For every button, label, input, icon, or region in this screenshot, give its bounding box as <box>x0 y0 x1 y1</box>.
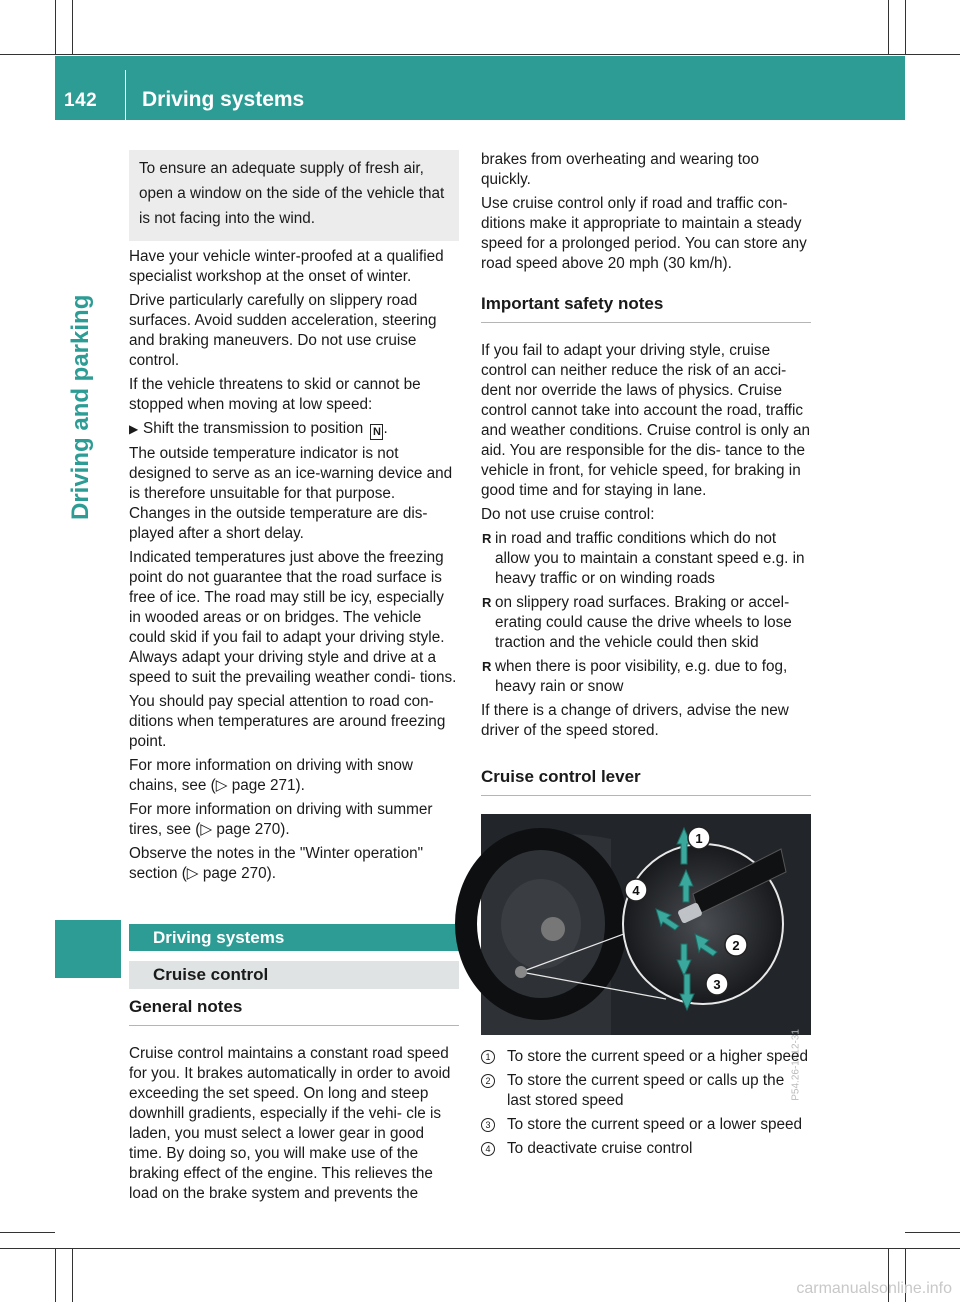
legend-item <box>481 1115 811 1135</box>
legend-text: To store the current speed or calls up the last stored speed <box>507 1072 785 1109</box>
crop-mark <box>55 0 56 54</box>
callout-1: 1 <box>695 831 703 846</box>
side-tab-label: Driving and parking <box>67 294 94 520</box>
crop-mark <box>0 1248 960 1249</box>
page-number: 142 <box>64 90 98 111</box>
right-column <box>481 150 811 1163</box>
heading-safety-notes: Important safety notes <box>481 294 811 323</box>
bullet-item <box>481 529 811 589</box>
bullet-item <box>481 657 811 697</box>
legend-number: 1 <box>481 1050 495 1064</box>
paragraph-link[interactable]: For more information on driving with snow chains, see (▷ page 271). <box>129 757 413 794</box>
bullet-icon: R <box>482 595 492 610</box>
step-text: Shift the transmission to position <box>143 420 364 437</box>
paragraph: You should pay special attention to road con- ditions when temperatures are around freezing point. <box>129 693 446 750</box>
bullet-text: on slippery road surfaces. Braking or accel- erating could cause the drive wheels to lose traction and the vehicle could then skid <box>495 594 792 651</box>
legend-item <box>481 1071 811 1111</box>
section-title: Driving systems <box>129 924 459 951</box>
figure-id: P54.26-1412-31 <box>791 1029 802 1101</box>
bullet-icon: R <box>482 659 492 674</box>
crop-mark <box>888 0 889 54</box>
instruction-step: ▶ Shift the transmission to position N . <box>129 420 388 438</box>
info-note: To ensure an adequate supply of fresh air, open a window on the side of the vehicle that is not facing into the wind. <box>129 150 459 241</box>
callout-2: 2 <box>732 938 740 953</box>
paragraph: If the vehicle threatens to skid or cannot be stopped when moving at low speed: <box>129 376 421 413</box>
crop-mark <box>0 1232 55 1233</box>
legend-number: 4 <box>481 1142 495 1156</box>
paragraph: Cruise control maintains a constant road speed for you. It brakes automatically in order to avoid exceeding the set speed. On long and steep downhill gradients, especially if the vehi- cle is laden, you must select a lower gear in good time. By doing so, you will make use of the braking effect of the engine. This relieves the load on the brake system and prevents the <box>129 1045 451 1202</box>
crop-mark <box>905 1232 960 1233</box>
callout-4: 4 <box>632 883 640 898</box>
legend-text: To store the current speed or a lower speed <box>507 1116 803 1133</box>
crop-mark <box>72 0 73 54</box>
legend-item <box>481 1139 811 1159</box>
callout-3: 3 <box>713 977 721 992</box>
paragraph: If you fail to adapt your driving style, cruise control can neither reduce the risk of an acci- dent nor override the laws of physics. Cruise control cannot take into account the road, traffic and weather conditions. Cruise control is only an aid. You are responsible for the dis- tance to the vehicle in front, for vehicle speed, for braking in good time and for staying in lane. <box>481 342 811 499</box>
side-tab-block <box>55 920 121 978</box>
paragraph: Have your vehicle winter-proofed at a qualified specialist workshop at the onset of winter. <box>129 248 444 285</box>
gear-n-icon: N <box>370 424 383 440</box>
paragraph: If there is a change of drivers, advise the new driver of the speed stored. <box>481 702 789 739</box>
bullet-icon: R <box>482 531 492 546</box>
bullet-text: when there is poor visibility, e.g. due to fog, heavy rain or snow <box>495 658 788 695</box>
subsection-title: Cruise control <box>129 961 459 989</box>
left-column <box>129 150 459 1208</box>
header-divider <box>125 70 126 120</box>
crop-mark <box>905 0 906 54</box>
crop-mark <box>55 1248 56 1302</box>
step-arrow-icon: ▶ <box>129 422 139 436</box>
crop-mark <box>0 54 960 55</box>
heading-general-notes: General notes <box>129 997 459 1026</box>
watermark: carmanualsonline.info <box>796 1280 952 1297</box>
crop-mark <box>72 1248 73 1302</box>
heading-cruise-lever: Cruise control lever <box>481 767 811 796</box>
paragraph: Do not use cruise control: <box>481 506 655 523</box>
paragraph: Indicated temperatures just above the freezing point do not guarantee that the road surface is free of ice. The road may still be icy, especially in wooded areas or on bridges. The vehicle could skid if you fail to adapt your driving style. Always adapt your driving style and drive at a speed to suit the prevailing weather condi- tions. <box>129 549 457 686</box>
legend-item <box>481 1047 811 1067</box>
legend-text: To deactivate cruise control <box>507 1140 693 1157</box>
chapter-title: Driving systems <box>142 88 305 111</box>
bullet-text: in road and traffic conditions which do not allow you to maintain a constant speed e.g. in heavy traffic or on winding roads <box>495 530 805 587</box>
paragraph-link[interactable]: For more information on driving with summer tires, see (▷ page 270). <box>129 801 433 838</box>
paragraph: Drive particularly carefully on slippery road surfaces. Avoid sudden acceleration, steering and braking maneuvers. Do not use cruise control. <box>129 292 437 369</box>
legend-number: 3 <box>481 1118 495 1132</box>
paragraph: brakes from overheating and wearing too quickly. <box>481 151 760 188</box>
paragraph: The outside temperature indicator is not designed to serve as an ice-warning device and is therefore unsuitable for that purpose. Changes in the outside temperature are dis- played after a short delay. <box>129 445 453 542</box>
paragraph-link[interactable]: Observe the notes in the "Winter operation" section (▷ page 270). <box>129 845 424 882</box>
lever-illustration <box>481 814 811 1035</box>
bullet-item <box>481 593 811 653</box>
legend-number: 2 <box>481 1074 495 1088</box>
paragraph: Use cruise control only if road and traffic con- ditions make it appropriate to maintain a steady speed for a prolonged period. You can store any road speed above 20 mph (30 km/h). <box>481 195 807 272</box>
legend-text: To store the current speed or a higher speed <box>507 1048 809 1065</box>
